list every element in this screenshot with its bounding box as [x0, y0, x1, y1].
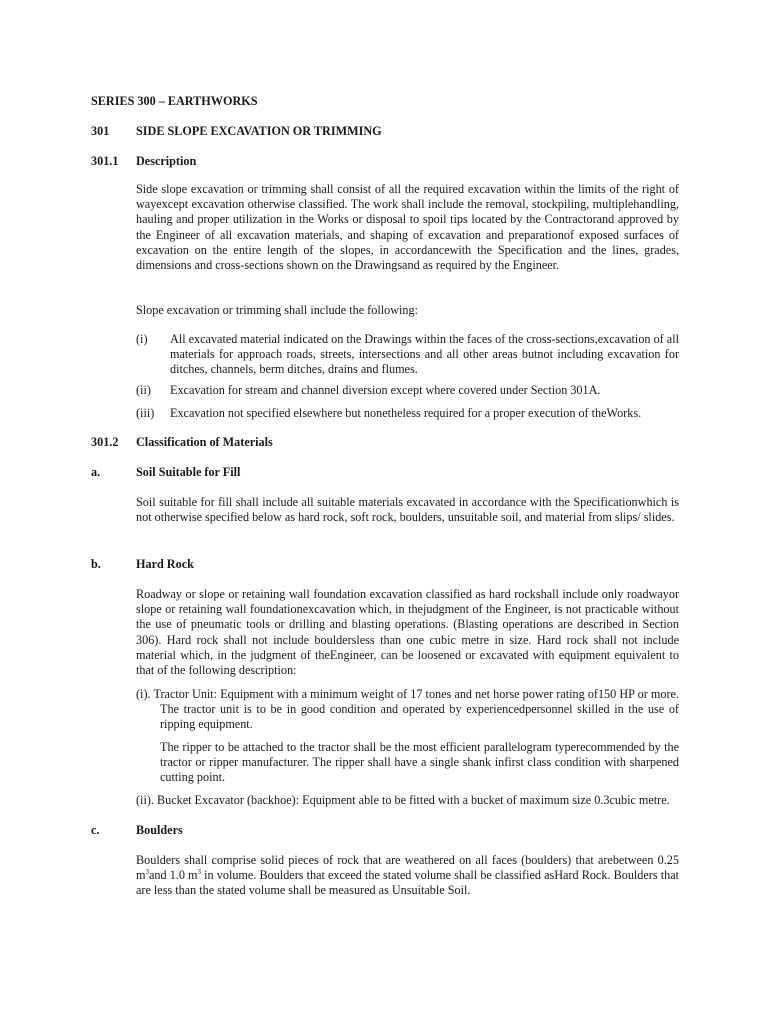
- list-item-text: All excavated material indicated on the Drawings within the faces of the cross-sections,excavation of all materials for approach roads, streets, intersections and all other areas butnot including excavation for ditches, channels, berm ditches, drains and flumes.: [170, 332, 679, 377]
- soil-fill-paragraph: Soil suitable for fill shall include all suitable materials excavated in accordance with the Specificationwhich is not otherwise specified below as hard rock, soft rock, boulders, unsuitable soil, and material from slips/ slides.: [136, 495, 679, 525]
- description-number: 301.1: [91, 154, 119, 168]
- list-item-number: (iii): [136, 406, 155, 420]
- list-item-text: Excavation for stream and channel diversion except where covered under Section 301A.: [170, 383, 601, 397]
- cubic-superscript: 3: [197, 868, 202, 877]
- list-item-number: (ii): [136, 383, 151, 397]
- tractor-unit-item: (i). Tractor Unit: Equipment with a minimum weight of 17 tones and net horse power rating of150 HP or more. The tractor unit is to be in good condition and operated by experiencedpersonnel skilled in the use of ripping equipment.: [136, 687, 679, 732]
- subsection-title: Soil Suitable for Fill: [136, 465, 241, 479]
- boulders-text-1: Boulders shall comprise solid pieces of rock that are weathered on all faces (boulders) that arebetween 0.25 m: [136, 853, 679, 883]
- list-item-number: (i): [136, 332, 148, 346]
- bucket-excavator-item: (ii). Bucket Excavator (backhoe): Equipment able to be fitted with a bucket of maximum size 0.3cubic metre.: [136, 793, 670, 807]
- cubic-superscript: 3: [145, 868, 149, 877]
- boulders-text-2: and 1.0 m: [148, 868, 198, 883]
- hard-rock-paragraph: Roadway or slope or retaining wall foundation excavation classified as hard rockshall include only roadwayor slope or retaining wall foundationexcavation which, in thejudgment of the Engineer, is not practicable without the use of pneumatic tools or drilling and blasting operations. (Blasting operations are described in Section 306). Hard rock shall not include bouldersless than one cubic metre in size. Hard rock shall not include material which, in the judgment of theEngineer, can be loosened or excavated with equipment equivalent to that of the following description:: [136, 587, 679, 678]
- classification-title: Classification of Materials: [136, 435, 273, 449]
- subsection-letter: a.: [91, 465, 101, 479]
- series-title: SERIES 300 – EARTHWORKS: [91, 94, 258, 108]
- boulders-text-3: in volume. Boulders that exceed the stated volume shall be classified asHard Rock. Boulders that are less than the stated volume shall be measured as Unsuitable Soil.: [136, 868, 680, 898]
- subsection-letter: c.: [91, 823, 100, 837]
- description-title: Description: [136, 154, 197, 168]
- subsection-title: Hard Rock: [136, 557, 194, 571]
- classification-number: 301.2: [91, 435, 119, 449]
- section-number: 301: [91, 124, 110, 138]
- list-item-text: Excavation not specified elsewhere but nonetheless required for a proper execution of theWorks.: [170, 406, 642, 420]
- description-intro: Slope excavation or trimming shall include the following:: [136, 303, 418, 317]
- subsection-title: Boulders: [136, 823, 183, 837]
- section-title: SIDE SLOPE EXCAVATION OR TRIMMING: [136, 124, 382, 138]
- description-paragraph: Side slope excavation or trimming shall consist of all the required excavation within the limits of the right of wayexcept excavation otherwise classified. The work shall include the removal, stockpiling, multiplehandling, hauling and proper utilization in the Works or disposal to spoil tips located by the Contractorand approved by the Engineer of all excavation materials, and shaping of excavation and preparationof exposed surfaces of excavation on the entire length of the slopes, in accordancewith the Specification and the lines, grades, dimensions and cross-sections shown on the Drawingsand as required by the Engineer.: [136, 182, 679, 273]
- ripper-paragraph: The ripper to be attached to the tractor shall be the most efficient parallelogram typerecommended by the tractor or ripper manufacturer. The ripper shall have a single shank infirst class condition with sharpened cutting point.: [160, 740, 679, 785]
- boulders-paragraph: [136, 853, 679, 899]
- subsection-letter: b.: [91, 557, 101, 571]
